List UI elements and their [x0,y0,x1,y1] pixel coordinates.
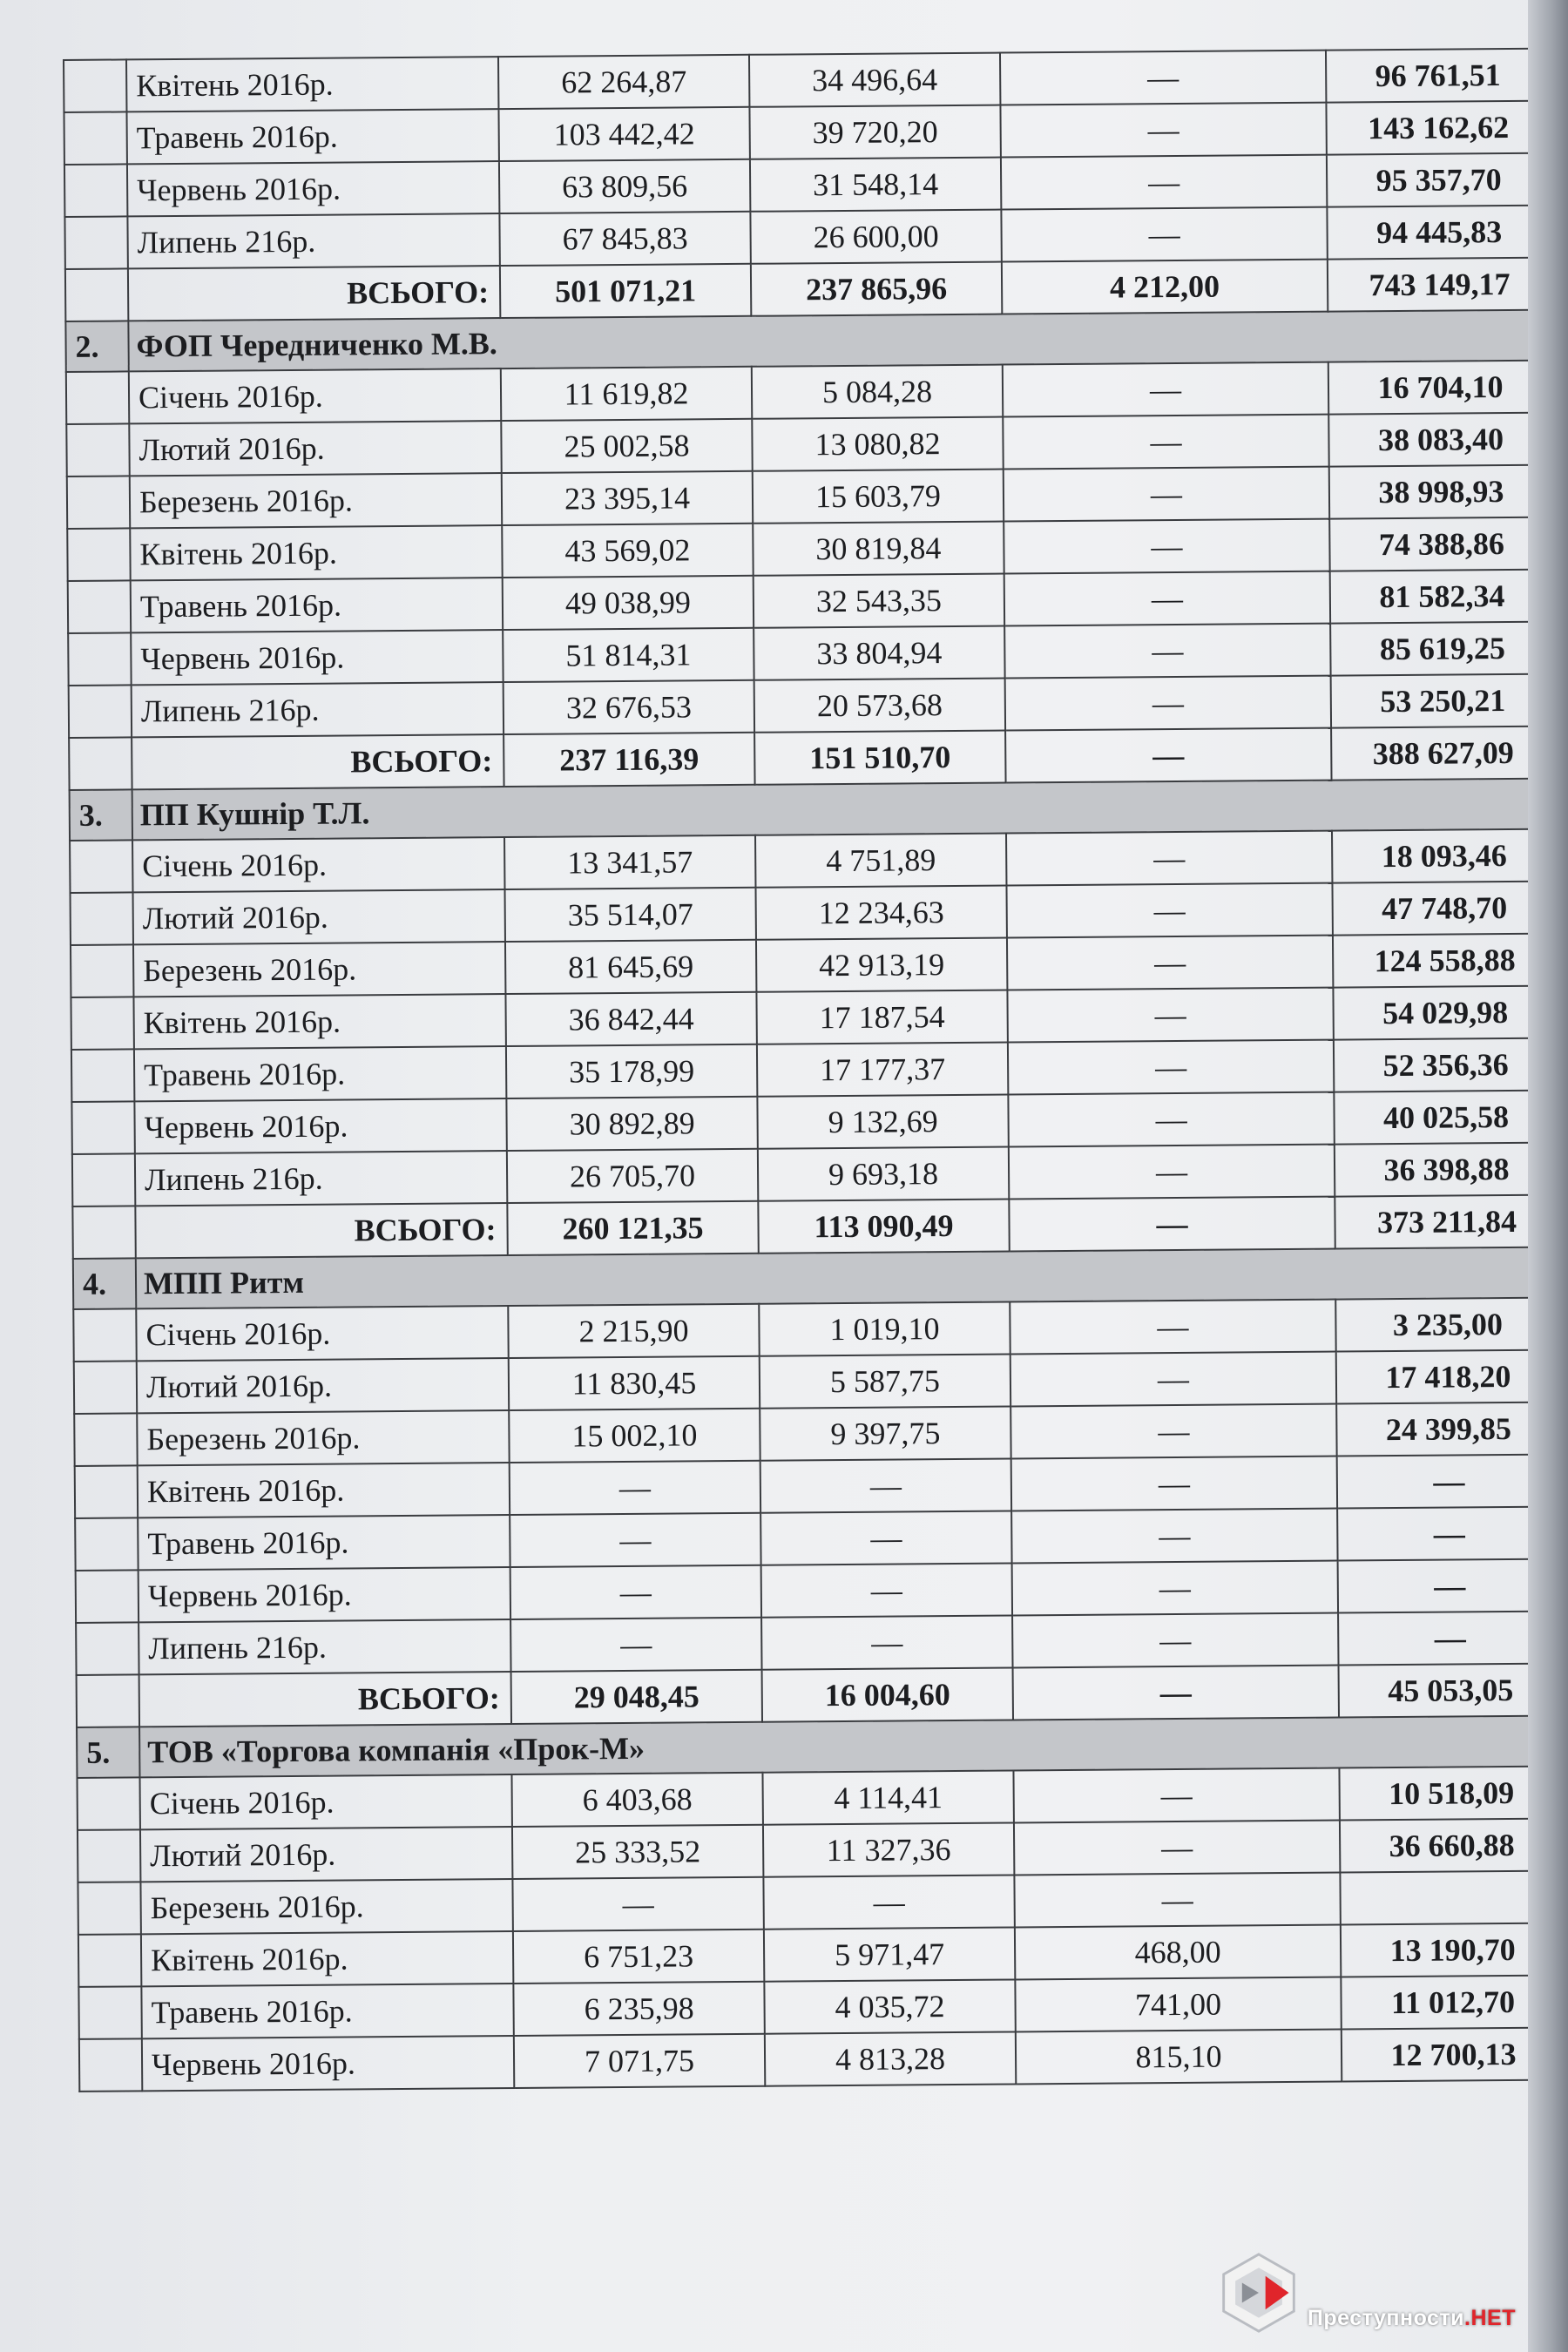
row-number-cell [78,1829,140,1882]
value-col-1: 11 619,82 [501,367,752,421]
month-cell: Лютий 2016р. [137,1358,509,1413]
row-number-cell [78,1882,140,1935]
row-number-cell [67,476,130,529]
value-col-1: 51 814,31 [503,628,754,682]
section-name: ФОП Чередниченко М.В. [128,310,1551,372]
row-total-cell: 74 388,86 [1329,517,1553,571]
value-col-2: — [761,1563,1012,1617]
month-cell: Червень 2016р. [142,2036,514,2091]
row-total-cell: — [1337,1455,1561,1509]
month-cell: Липень 216р. [127,213,499,268]
value-col-3: — [1012,1613,1338,1668]
value-col-2: 1 019,10 [759,1302,1010,1356]
value-col-1: — [510,1461,760,1515]
row-number-cell [68,632,131,686]
month-cell: Березень 2016р. [130,473,502,528]
row-number-cell [64,164,127,217]
month-cell: Травень 2016р. [126,109,498,164]
row-number-cell [74,1361,137,1414]
month-cell: Червень 2016р. [131,630,503,685]
section-name: МПП Ритм [136,1247,1559,1309]
row-total-cell: 24 399,85 [1336,1402,1560,1456]
value-col-2: 4 035,72 [764,1979,1015,2033]
value-col-3: — [1011,1509,1337,1564]
ledger-table [63,48,1566,2092]
row-number-cell [71,944,133,997]
watermark-logo-icon [1217,2251,1301,2335]
row-total-cell: 95 357,70 [1327,153,1551,207]
row-total-cell: 12 700,13 [1342,2028,1565,2082]
value-col-1: — [510,1618,761,1672]
value-col-2: 237 865,96 [751,262,1002,316]
value-col-1: 15 002,10 [509,1409,760,1463]
month-cell: Лютий 2016р. [129,421,501,476]
row-number-cell [72,1153,135,1206]
value-col-2: 13 080,82 [752,417,1003,471]
row-total-cell: 388 627,09 [1331,727,1555,781]
value-col-2: 9 397,75 [760,1407,1010,1461]
row-total-cell: 10 518,09 [1339,1767,1563,1821]
month-cell: Лютий 2016р. [140,1827,512,1882]
value-col-2: 17 177,37 [757,1043,1008,1097]
value-col-2: — [763,1875,1014,1929]
value-col-2: 26 600,00 [750,210,1001,264]
month-cell: Травень 2016р. [138,1515,510,1570]
value-col-1: 11 830,45 [509,1356,760,1410]
value-col-3: — [1004,624,1330,679]
month-cell: Березень 2016р. [133,942,505,997]
month-cell: Березень 2016р. [137,1410,509,1465]
row-number-cell [76,1570,139,1623]
row-total-cell: 85 619,25 [1330,622,1554,676]
value-col-2: — [760,1458,1011,1512]
section-number: 2. [65,321,128,372]
row-total-cell: 38 083,40 [1328,413,1552,467]
row-number-cell [65,268,128,321]
value-col-2: 15 603,79 [753,470,1004,524]
subtotal-label: ВСЬОГО: [135,1203,507,1258]
value-col-1: — [510,1513,760,1567]
value-col-1: 103 442,42 [498,107,749,161]
value-col-3: — [1008,1092,1334,1147]
row-number-cell [67,528,130,581]
value-col-3: — [1010,1352,1336,1407]
ledger-table-body [64,49,1565,2092]
row-total-cell: — [1338,1559,1562,1613]
value-col-3: 468,00 [1015,1925,1341,1980]
row-number-cell [77,1674,139,1727]
value-col-3: — [1005,728,1331,783]
value-col-3: — [1004,571,1330,626]
value-col-3: — [1006,883,1332,938]
value-col-1: 49 038,99 [503,576,754,630]
month-cell: Січень 2016р. [139,1774,511,1829]
row-number-cell [76,1622,139,1675]
site-watermark [1217,2251,1516,2335]
value-col-1: 35 178,99 [506,1044,757,1098]
ledger-table-container [63,48,1528,2092]
value-col-3: — [1004,519,1329,574]
value-col-1: 6 235,98 [513,1982,764,2036]
month-cell: Квітень 2016р. [141,1931,513,1986]
row-total-cell: 3 235,00 [1335,1298,1559,1352]
value-col-2: 33 804,94 [754,626,1004,680]
value-col-3: — [1007,988,1333,1043]
value-col-1: 35 514,07 [505,888,756,942]
value-col-1: 237 116,39 [504,733,754,787]
row-number-cell [64,59,126,112]
value-col-2: 42 913,19 [756,938,1007,992]
section-number: 5. [77,1727,139,1778]
section-number: 3. [70,789,132,841]
row-number-cell [64,216,127,269]
month-cell: Травень 2016р. [134,1046,506,1101]
value-col-1: 23 395,14 [502,471,753,525]
value-col-1: 260 121,35 [507,1201,758,1255]
value-col-2: 11 327,36 [763,1822,1014,1876]
row-total-cell: 47 748,70 [1332,882,1556,936]
value-col-3: — [1000,103,1326,158]
month-cell: Січень 2016р. [129,368,501,423]
row-total-cell: — [1337,1507,1561,1561]
value-col-1: 2 215,90 [508,1304,759,1358]
month-cell: Лютий 2016р. [133,889,505,944]
value-col-3: — [1003,362,1328,417]
value-col-3: — [1009,1197,1335,1252]
table-row [79,2028,1565,2092]
row-total-cell: 53 250,21 [1331,674,1555,728]
month-cell: Квітень 2016р. [126,57,498,112]
value-col-1: 25 333,52 [512,1825,763,1879]
month-cell: Липень 216р. [139,1619,510,1674]
value-col-3: 741,00 [1015,1977,1341,2032]
row-number-cell [74,1413,137,1466]
value-col-1: 30 892,89 [506,1097,757,1151]
row-number-cell [73,1308,136,1362]
month-cell: Січень 2016р. [136,1306,508,1361]
value-col-1: 6 403,68 [511,1773,762,1827]
month-cell: Липень 216р. [132,682,504,737]
value-col-2: 4 114,41 [762,1770,1013,1824]
value-col-2: 34 496,64 [749,53,1000,107]
row-number-cell [66,371,129,424]
value-col-3: — [1011,1456,1337,1511]
row-number-cell [69,737,132,790]
value-col-2: 31 548,14 [750,158,1001,212]
value-col-3: — [1001,155,1327,210]
subtotal-label: ВСЬОГО: [128,266,500,321]
value-col-3: — [1004,467,1329,522]
value-col-2: — [760,1511,1011,1565]
value-col-2: 9 132,69 [757,1095,1008,1149]
section-name: ПП Кушнір Т.Л. [132,779,1556,841]
row-total-cell: 81 582,34 [1330,570,1554,624]
value-col-1: 501 071,21 [500,264,751,318]
row-number-cell [69,685,132,738]
value-col-3: 815,10 [1016,2030,1342,2085]
month-cell: Червень 2016р. [134,1098,506,1153]
row-total-cell: 36 398,88 [1335,1143,1558,1197]
row-number-cell [71,1049,134,1102]
row-number-cell [77,1777,139,1830]
row-total-cell: 13 190,70 [1341,1923,1565,1977]
month-cell: Квітень 2016р. [133,994,505,1049]
value-col-3: — [1005,676,1331,731]
row-number-cell [78,1934,141,1987]
value-col-1: — [510,1565,761,1619]
row-number-cell [70,840,132,893]
value-col-2: 20 573,68 [754,679,1005,733]
row-total-cell: 54 029,98 [1333,986,1557,1040]
row-number-cell [72,1206,135,1259]
row-total-cell: 373 211,84 [1335,1195,1558,1249]
value-col-1: 36 842,44 [505,992,756,1046]
row-number-cell [79,2038,142,2092]
month-cell: Квітень 2016р. [138,1463,510,1517]
row-total-cell: 52 356,36 [1334,1038,1558,1092]
row-total-cell: 124 558,88 [1333,934,1557,988]
value-col-2: 39 720,20 [749,105,1000,159]
value-col-3: — [1003,415,1328,470]
watermark-brand-accent: .НЕТ [1464,2306,1516,2330]
row-total-cell: 45 053,05 [1339,1664,1563,1718]
value-col-2: 12 234,63 [755,886,1006,940]
month-cell: Січень 2016р. [132,837,504,892]
page-edge-shadow [1528,0,1568,2352]
row-number-cell [71,1101,134,1154]
month-cell: Квітень 2016р. [130,525,502,580]
row-total-cell: 96 761,51 [1326,49,1550,103]
value-col-1: 81 645,69 [505,940,756,994]
month-cell: Липень 216р. [135,1151,507,1206]
value-col-2: 5 084,28 [752,365,1003,419]
value-col-1: 25 002,58 [501,419,752,473]
value-col-2: 113 090,49 [758,1200,1009,1254]
row-number-cell [71,997,133,1050]
value-col-2: 4 751,89 [755,834,1006,888]
value-col-1: 67 845,83 [499,212,750,266]
value-col-3: — [1012,1561,1338,1616]
value-col-3: — [1006,831,1332,886]
value-col-2: 9 693,18 [758,1147,1009,1201]
section-number: 4. [73,1258,136,1309]
row-total-cell: 17 418,20 [1336,1350,1560,1404]
value-col-2: 5 587,75 [760,1355,1010,1409]
row-total-cell: — [1338,1612,1562,1666]
value-col-1: 62 264,87 [498,55,749,109]
row-total-cell: 40 025,58 [1334,1091,1558,1145]
value-col-3: — [1001,207,1327,262]
value-col-1: — [512,1877,763,1931]
value-col-1: 26 705,70 [507,1149,758,1203]
month-cell: Березень 2016р. [140,1879,512,1934]
value-col-1: 13 341,57 [504,835,755,889]
value-col-1: 32 676,53 [504,680,754,734]
value-col-3: 4 212,00 [1002,260,1328,314]
row-total-cell: 743 149,17 [1328,258,1551,312]
value-col-3: — [1014,1873,1340,1928]
section-name: ТОВ «Торгова компанія «Прок-М» [139,1716,1563,1778]
value-col-1: 6 751,23 [513,1930,764,1984]
value-col-3: — [1007,936,1333,990]
row-total-cell: 38 998,93 [1329,465,1553,519]
month-cell: Червень 2016р. [127,161,499,216]
row-total-cell: 16 704,10 [1328,361,1552,415]
row-total-cell: 18 093,46 [1332,829,1556,883]
row-number-cell [68,580,131,633]
month-cell: Червень 2016р. [139,1567,510,1622]
value-col-3: — [1000,51,1326,105]
row-total-cell: 143 162,62 [1326,101,1550,155]
month-cell: Травень 2016р. [141,1984,513,2038]
value-col-3: — [1010,1404,1336,1459]
value-col-2: 30 819,84 [753,522,1004,576]
row-total-cell: 11 012,70 [1341,1976,1565,2030]
row-number-cell [66,423,129,476]
value-col-3: — [1014,1821,1340,1876]
value-col-1: 29 048,45 [511,1670,762,1724]
row-number-cell [75,1465,138,1518]
watermark-brand-main: Преступности [1307,2306,1465,2330]
subtotal-label: ВСЬОГО: [132,734,504,789]
value-col-2: 17 187,54 [756,990,1007,1044]
row-number-cell [71,892,133,945]
value-col-2: 151 510,70 [754,731,1005,785]
row-total-cell: 36 660,88 [1340,1819,1564,1873]
month-cell: Травень 2016р. [131,578,503,632]
value-col-3: — [1009,1145,1335,1200]
row-total-cell: 94 445,83 [1327,206,1551,260]
value-col-3: — [1010,1300,1335,1355]
row-number-cell [75,1517,138,1571]
subtotal-label: ВСЬОГО: [139,1672,511,1727]
row-number-cell [64,112,126,165]
row-number-cell [78,1986,141,2039]
value-col-2: 5 971,47 [764,1927,1015,1981]
value-col-2: 16 004,60 [762,1667,1013,1721]
value-col-1: 7 071,75 [514,2034,765,2088]
value-col-2: 4 813,28 [765,2031,1016,2085]
watermark-text [1308,2306,1516,2331]
value-col-3: — [1013,1768,1339,1823]
value-col-3: — [1008,1040,1334,1095]
value-col-1: 43 569,02 [502,524,753,578]
value-col-2: 32 543,35 [754,574,1004,628]
value-col-3: — [1013,1666,1339,1720]
value-col-2: — [761,1615,1012,1669]
value-col-1: 63 809,56 [499,159,750,213]
